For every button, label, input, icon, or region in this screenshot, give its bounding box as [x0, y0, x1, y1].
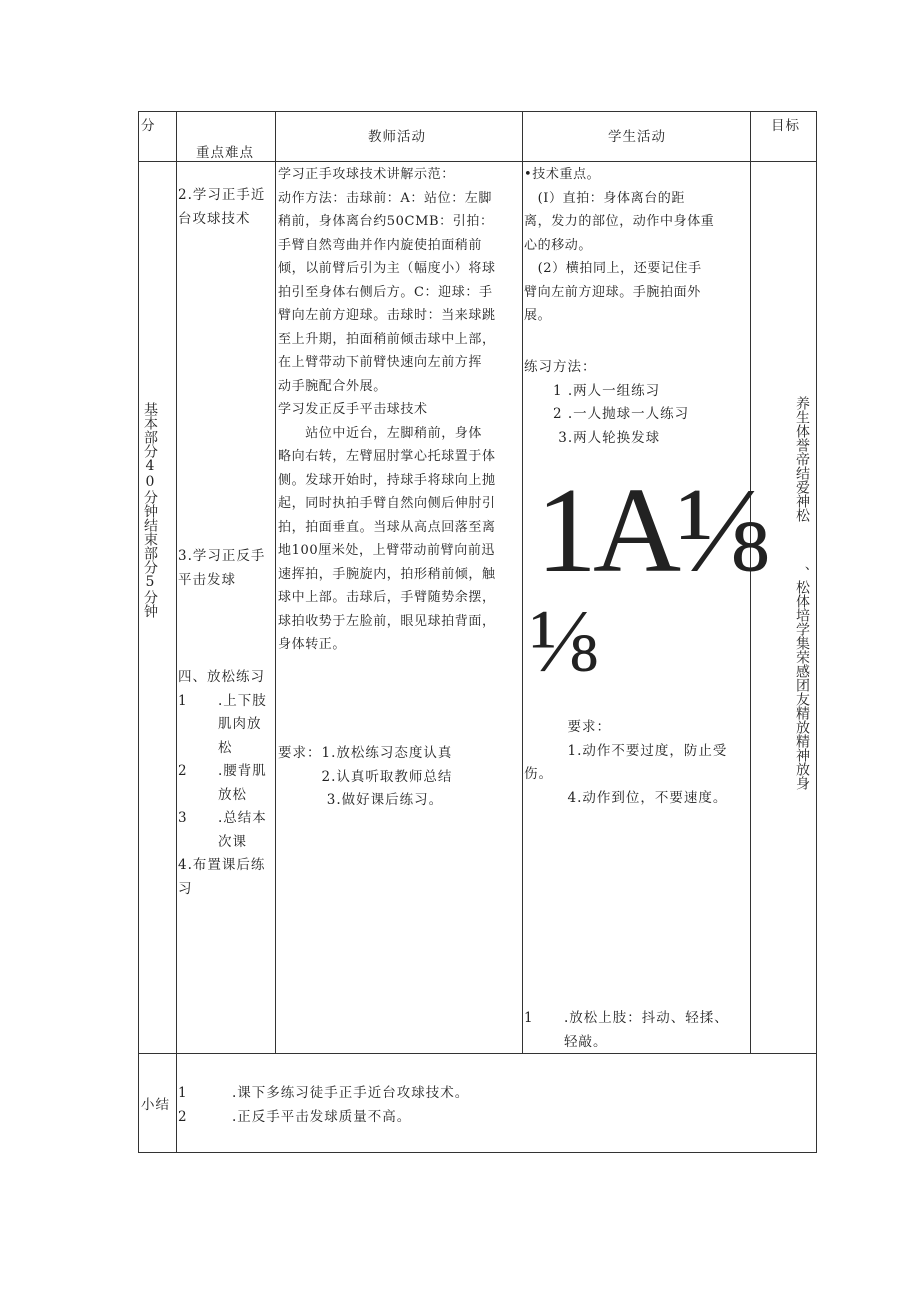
column-divider [275, 111, 276, 1054]
summary-items [178, 1082, 469, 1129]
table-border-right [816, 111, 817, 1153]
table-border-bottom [138, 1152, 817, 1153]
relax-section: 四、放松练习 1 .上下肢 肌肉放 松 2 .腰背肌 放松 3 .总结本 次课 4.布置课后练 习 [178, 666, 267, 901]
table-border-top [138, 111, 817, 112]
large-overlay-text: 1A⅛ [536, 463, 765, 598]
list-item: 1 .课下多练习徒手正手近台攻球技术。 [178, 1085, 470, 1101]
teacher-requirements: 要求：1.放松练习态度认真 2.认真听取教师总结 3.做好课后练习。 [278, 745, 453, 808]
key-point-3: 3.学习正反手 平击发球 [178, 548, 266, 588]
list-item: 3 .总结本 [178, 810, 267, 826]
student-practice-methods: 练习方法： 1 .两人一组练习 2 .一人抛球一人练习 3.两人轮换发球 [524, 356, 689, 450]
large-overlay-text: ⅛ [530, 592, 598, 691]
list-item: 1 .上下肢 [178, 692, 267, 709]
section-label: 基本部分40分钟结束部分5分钟 [142, 402, 158, 618]
list-item: 1 .两人一组练习 [524, 382, 661, 399]
summary-label: 小结 [141, 1097, 170, 1113]
goal-text-column: 、松体培学集荣感团友精放精神放身 [794, 566, 810, 790]
column-divider [522, 111, 523, 1054]
student-relax: 1 .放松上肢：抖动、轻揉、 轻敲。 [524, 1010, 729, 1050]
relax-title: 四、放松练习 [178, 669, 265, 685]
key-point-2: 2.学习正手近 台攻球技术 [178, 187, 266, 227]
table-border-left [138, 111, 139, 1153]
header-teacher-activity: 教师活动 [368, 129, 426, 145]
header-key-points: 重点难点 [196, 145, 254, 161]
list-item: 2 .正反手平击发球质量不高。 [178, 1108, 412, 1125]
teacher-activity-text: 学习正手攻球技术讲解示范： 动作方法：击球前：A：站位：左脚 稍前，身体离台约50CMB：引拍： 手臂自然弯曲并作内旋使拍面稍前 倾，以前臂后引为主（幅度小）将球 拍引至身体右侧后方。C：迎球：手 臂向左前方迎球。击球时：当来球跳 至上升期，拍面稍前倾击球中上部， 在上臂带动下前臂快速向左前方挥 动手腕配合外展。 学习发正反手平击球技术 站位中近台，左脚稍前，身体 略向右转，左臂屈肘掌心托球置于体 侧。发球开始时，持球手将球向上抛 起，同时执拍手臂自然向侧后伸肘引 拍，拍面垂直。当球从高点回落至离 地100厘米处，上臂带动前臂向前迅 速挥拍，手腕旋内，拍形稍前倾，触 球中上部。击球后，手臂随势余摆， 球拍收势于左脸前，眼见球拍背面， 身体转正。 [278, 167, 496, 652]
goal-text-column: 养生体誉帝结爱神松 [794, 396, 810, 522]
column-divider [176, 111, 177, 1153]
student-requirements: 要求： 1.动作不要过度，防止受 伤。 4.动作到位，不要速度。 [524, 719, 728, 806]
header-section: 分 [141, 118, 156, 134]
list-item: 2 .一人抛球一人练习 [524, 406, 690, 422]
list-item: 3.两人轮换发球 [524, 429, 661, 446]
header-goal: 目标 [771, 118, 800, 134]
key-point-4: 4.布置课后练 [178, 857, 266, 873]
list-item: 2 .腰背肌 [178, 763, 267, 779]
student-tech-points: •技术重点。 (I）直拍：身体离台的距 离，发力的部位，动作中身体重 心的移动。 (2）横拍同上，还要记住手 臂向左前方迎球。手腕拍面外 展。 [524, 167, 715, 323]
header-student-activity: 学生活动 [608, 129, 666, 145]
